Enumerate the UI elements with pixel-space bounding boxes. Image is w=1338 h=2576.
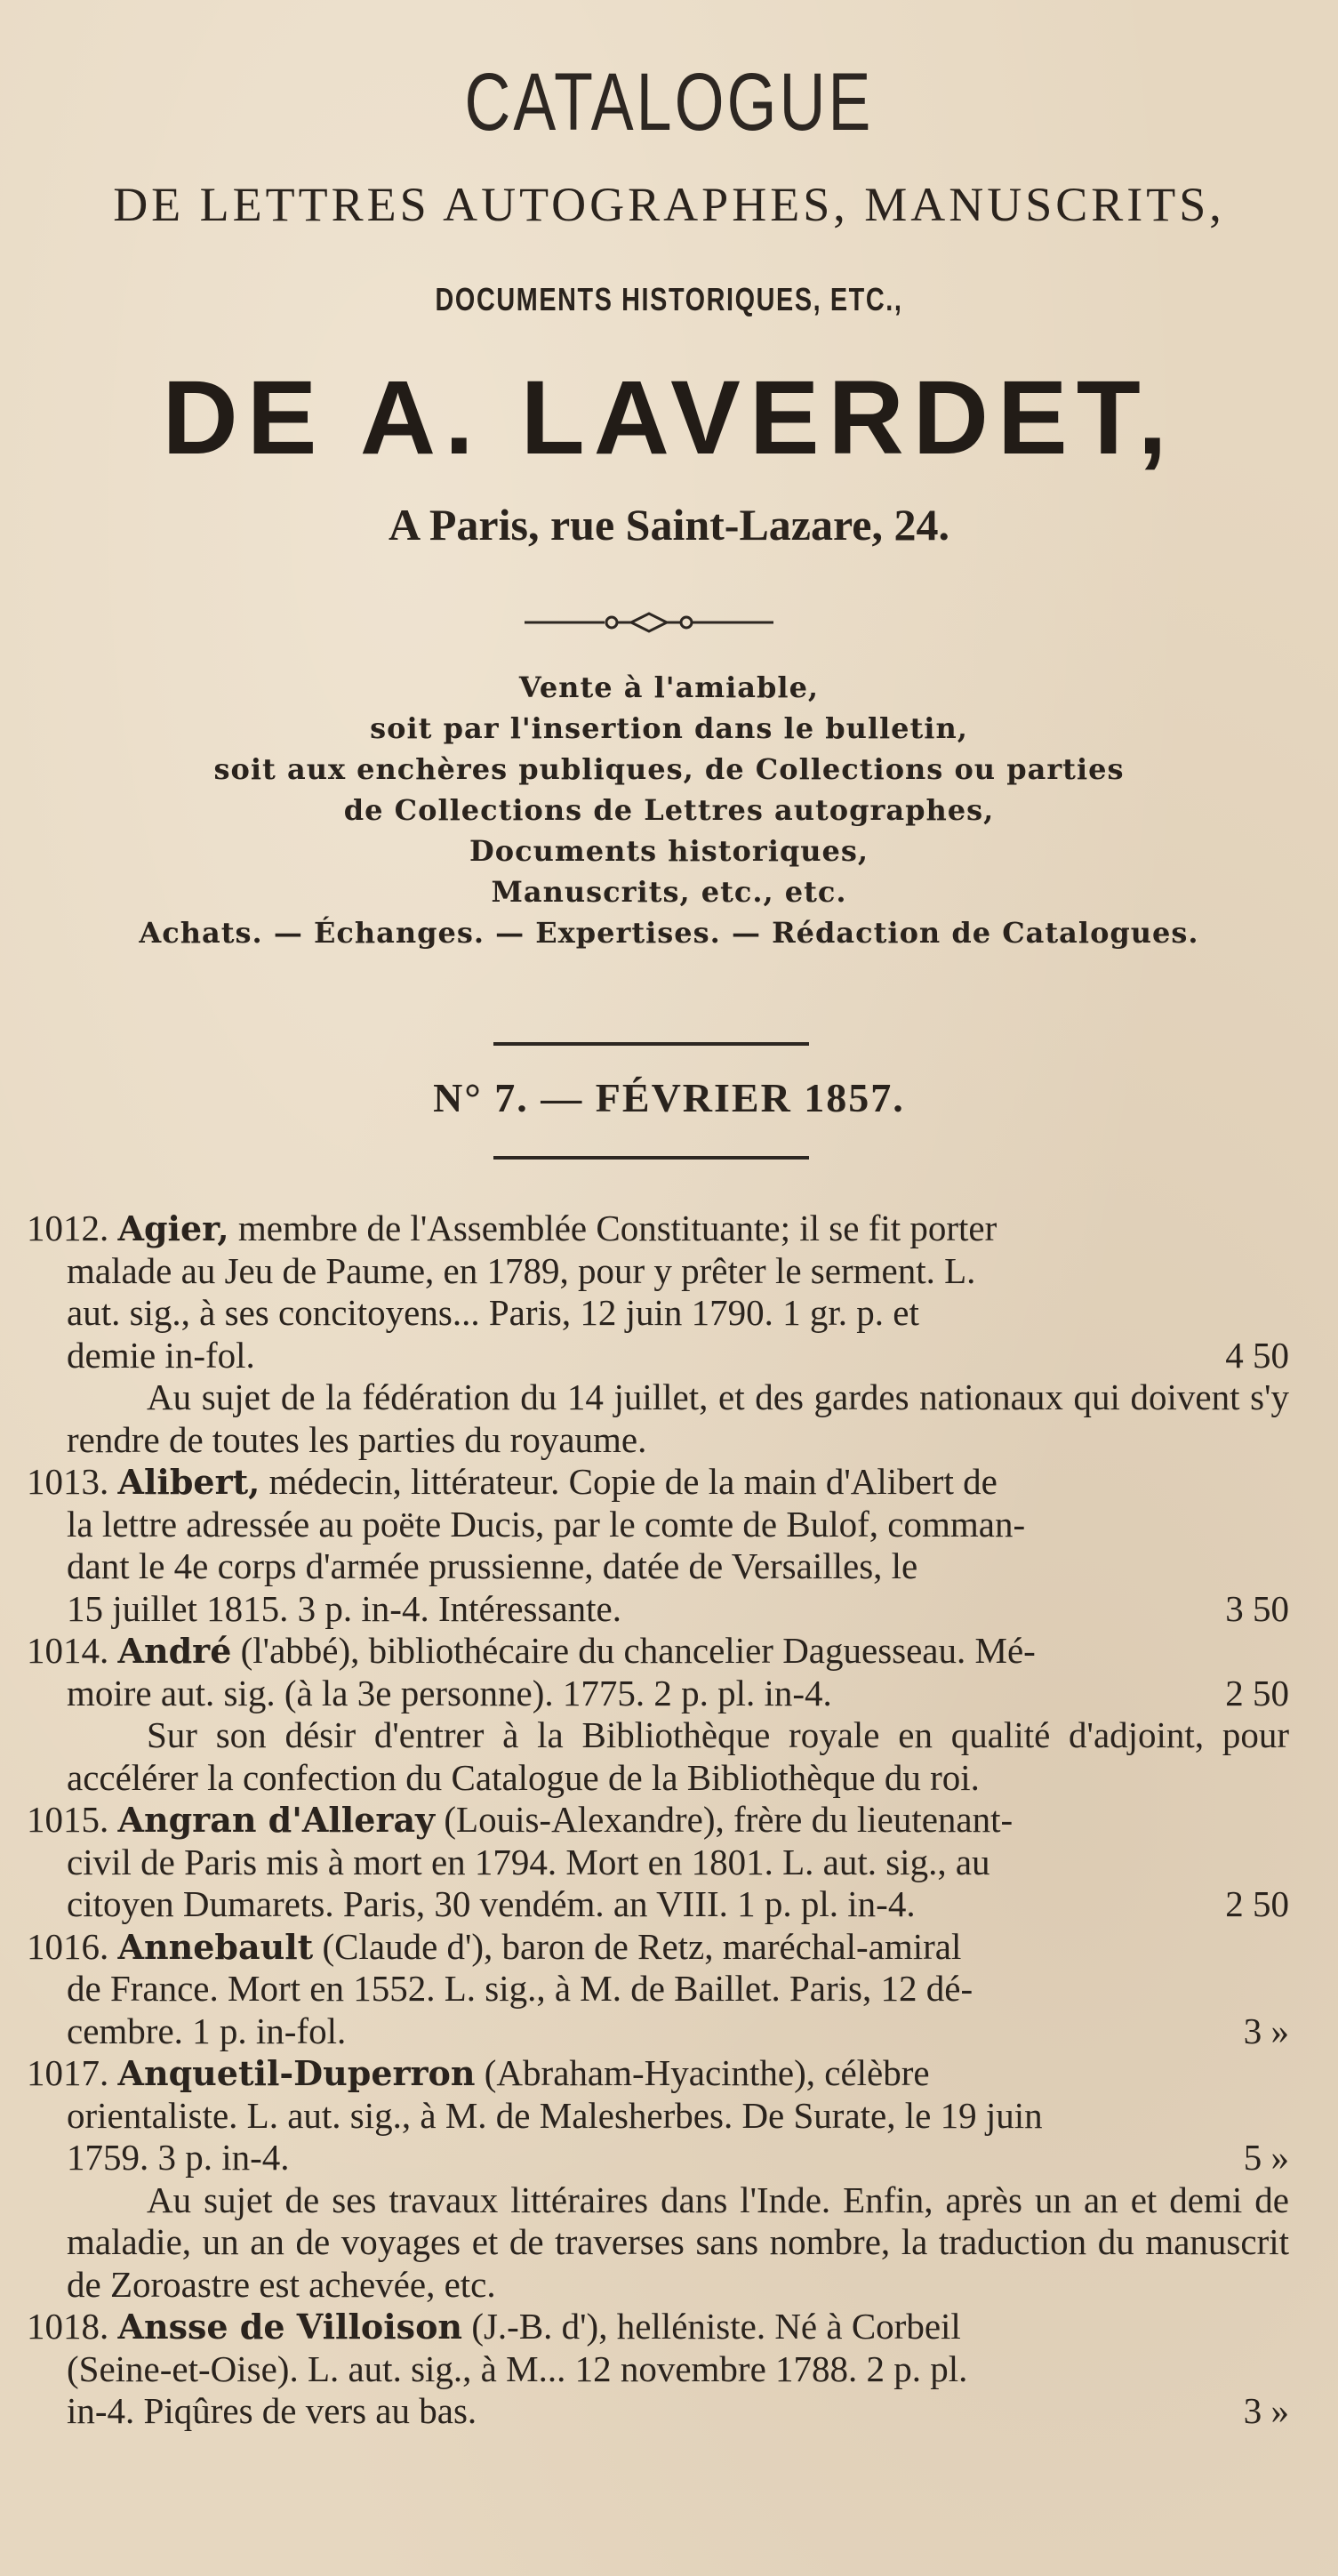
entry-name: Annebault	[117, 1926, 314, 1967]
catalogue-subtitle: DE LETTRES AUTOGRAPHES, MANUSCRITS,	[113, 178, 1225, 231]
catalogue-entry	[27, 2052, 1289, 2306]
entry-number: 1017.	[27, 2052, 109, 2093]
entry-first-line	[27, 1630, 1289, 1673]
services-list	[0, 667, 1338, 953]
entry-name: Alibert,	[117, 1462, 260, 1502]
entry-price: 3 50	[1225, 1587, 1289, 1629]
entry-number: 1013.	[27, 1461, 109, 1502]
entry-last-line: moire aut. sig. (à la 3e personne). 1775. 2 p. pl. in-4.	[67, 1672, 832, 1713]
issue-number: N° 7. — FÉVRIER 1857.	[433, 1075, 905, 1120]
catalogue-entry	[27, 1926, 1289, 2053]
entry-price-line	[27, 1673, 1289, 1715]
entry-price: 3 »	[1243, 2010, 1289, 2051]
entry-first-line	[27, 2306, 1289, 2348]
entry-number: 1012.	[27, 1208, 109, 1248]
catalogue-subtitle-secondary: DOCUMENTS HISTORIQUES, ETC.,	[435, 281, 903, 317]
entry-line: aut. sig., à ses concitoyens... Paris, 12 juin 1790. 1 gr. p. et	[67, 1292, 919, 1333]
entry-last-line: citoyen Dumarets. Paris, 30 vendém. an VIII. 1 p. pl. in-4.	[67, 1883, 916, 1924]
entry-text: (Louis-Alexandre), frère du lieutenant-	[444, 1799, 1014, 1840]
catalogue-entry	[27, 2306, 1289, 2433]
dealer-name: DE A. LAVERDET,	[162, 359, 1176, 477]
entry-price: 2 50	[1225, 1672, 1289, 1713]
entry-line: la lettre adressée au poëte Ducis, par le comte de Bulof, comman-	[67, 1503, 1026, 1545]
dealer-address: A Paris, rue Saint-Lazare, 24.	[389, 500, 949, 550]
entry-line: de France. Mort en 1552. L. sig., à M. de Baillet. Paris, 12 dé-	[67, 1968, 973, 2009]
entry-line: civil de Paris mis à mort en 1794. Mort en 1801. L. aut. sig., au	[67, 1841, 990, 1882]
entry-first-line	[27, 2052, 1289, 2095]
service-line: soit par l'insertion dans le bulletin,	[370, 711, 968, 745]
entry-name: Ansse de Villoison	[117, 2307, 463, 2347]
entry-note: Au sujet de la fédération du 14 juillet, et des gardes nationaux qui doivent s'y rendre de toutes les parties du royaume.	[67, 1376, 1289, 1460]
entry-price-line	[27, 1883, 1289, 1926]
entry-price: 4 50	[1225, 1334, 1289, 1376]
entry-last-line: 1759. 3 p. in-4.	[67, 2137, 290, 2178]
ornament-divider	[516, 605, 782, 640]
entry-line: dant le 4e corps d'armée prussienne, datée de Versailles, le	[67, 1545, 918, 1586]
catalogue-entry	[27, 1630, 1289, 1799]
entry-first-line	[27, 1799, 1289, 1842]
catalogue-entry	[27, 1799, 1289, 1926]
entry-text: (J.-B. d'), helléniste. Né à Corbeil	[471, 2306, 961, 2347]
entry-first-line	[27, 1926, 1289, 1969]
entry-name: Anquetil-Duperron	[117, 2053, 476, 2093]
entry-note: Au sujet de ses travaux littéraires dans l'Inde. Enfin, après un an et demi de maladie, un an de voyages et de traverses sans nombre, la traduction du manuscrit de Zoroastre est achevée, etc.	[67, 2179, 1289, 2305]
service-line: de Collections de Lettres autographes,	[343, 793, 995, 827]
entry-text: médecin, littérateur. Copie de la main d'Alibert de	[268, 1461, 997, 1502]
entry-name: Angran d'Alleray	[117, 1800, 436, 1840]
entry-last-line: 15 juillet 1815. 3 p. in-4. Intéressante.	[67, 1587, 621, 1629]
rule-divider-top	[493, 1042, 809, 1046]
entry-price-line	[27, 2390, 1289, 2433]
entry-line: orientaliste. L. aut. sig., à M. de Malesherbes. De Surate, le 19 juin	[67, 2094, 1043, 2136]
entry-number: 1016.	[27, 1925, 109, 1967]
entry-price-line	[27, 2137, 1289, 2179]
service-line: Documents historiques,	[469, 834, 869, 868]
entry-first-line	[27, 1208, 1289, 1250]
entry-last-line: in-4. Piqûres de vers au bas.	[67, 2390, 477, 2431]
entry-line: (Seine-et-Oise). L. aut. sig., à M... 12 novembre 1788. 2 p. pl.	[67, 2347, 968, 2389]
entry-note: Sur son désir d'entrer à la Bibliothèque royale en qualité d'adjoint, pour accélérer la confection du Catalogue de la Bibliothèque du roi.	[67, 1714, 1289, 1798]
entry-last-line: cembre. 1 p. in-fol.	[67, 2010, 347, 2051]
entry-first-line	[27, 1461, 1289, 1504]
service-line: Vente à l'amiable,	[518, 670, 820, 704]
entry-number: 1018.	[27, 2306, 109, 2347]
entry-price-line	[27, 1588, 1289, 1631]
entry-price: 2 50	[1225, 1883, 1289, 1924]
entry-name: André	[117, 1631, 232, 1671]
rule-divider-bottom	[493, 1156, 809, 1160]
entry-text: (l'abbé), bibliothécaire du chancelier Daguesseau. Mé-	[240, 1630, 1036, 1671]
entry-text: membre de l'Assemblée Constituante; il se fit porter	[237, 1208, 997, 1248]
entry-number: 1015.	[27, 1799, 109, 1840]
entry-line: malade au Jeu de Paume, en 1789, pour y prêter le serment. L.	[67, 1249, 976, 1291]
service-line: soit aux enchères publiques, de Collections ou parties	[213, 752, 1125, 786]
catalogue-entries	[27, 1208, 1289, 2433]
entry-price-line	[27, 2010, 1289, 2053]
entry-price: 3 »	[1243, 2390, 1289, 2431]
entry-price-line	[27, 1335, 1289, 1377]
service-line: Achats. — Échanges. — Expertises. — Rédaction de Catalogues.	[139, 916, 1199, 950]
entry-number: 1014.	[27, 1630, 109, 1671]
entry-last-line: demie in-fol.	[67, 1334, 255, 1376]
catalogue-title: CATALOGUE	[464, 57, 874, 148]
catalogue-entry	[27, 1461, 1289, 1630]
service-line: Manuscrits, etc., etc.	[491, 875, 847, 909]
entry-text: (Abraham-Hyacinthe), célèbre	[484, 2052, 930, 2093]
entry-text: (Claude d'), baron de Retz, maréchal-amiral	[322, 1925, 962, 1967]
entry-name: Agier,	[117, 1208, 229, 1248]
entry-price: 5 »	[1243, 2137, 1289, 2178]
catalogue-entry	[27, 1208, 1289, 1461]
